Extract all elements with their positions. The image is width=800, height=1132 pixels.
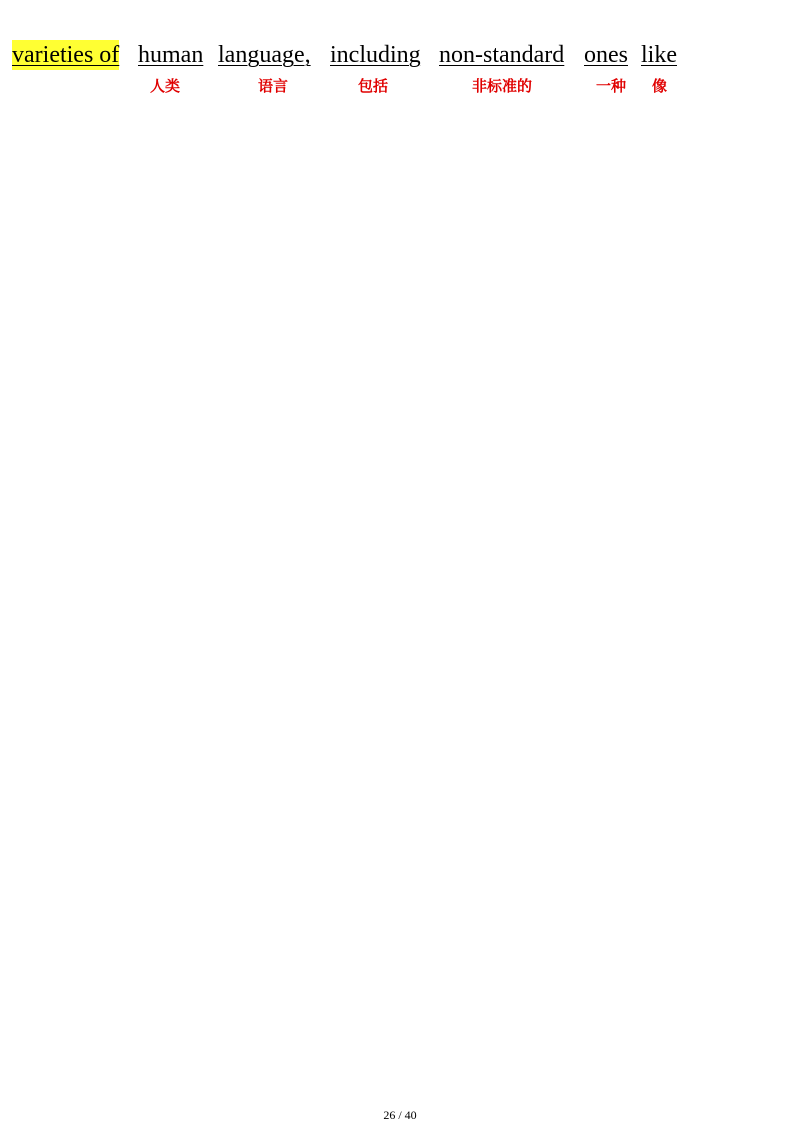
chinese-gloss: 包括	[358, 77, 389, 95]
english-word: ones	[584, 42, 628, 68]
english-word: varieties of	[12, 42, 120, 68]
page-number: 26 / 40	[383, 1108, 417, 1122]
english-word: human	[138, 42, 204, 68]
english-word: like	[641, 42, 677, 68]
english-word: language,	[218, 42, 311, 68]
english-word: including	[330, 42, 421, 68]
english-word: non-standard	[439, 42, 565, 68]
chinese-gloss: 人类	[150, 77, 181, 95]
chinese-gloss: 语言	[258, 77, 289, 95]
chinese-gloss: 像	[652, 77, 668, 95]
chinese-gloss: 一种	[596, 77, 627, 95]
chinese-gloss: 非标准的	[472, 77, 533, 95]
